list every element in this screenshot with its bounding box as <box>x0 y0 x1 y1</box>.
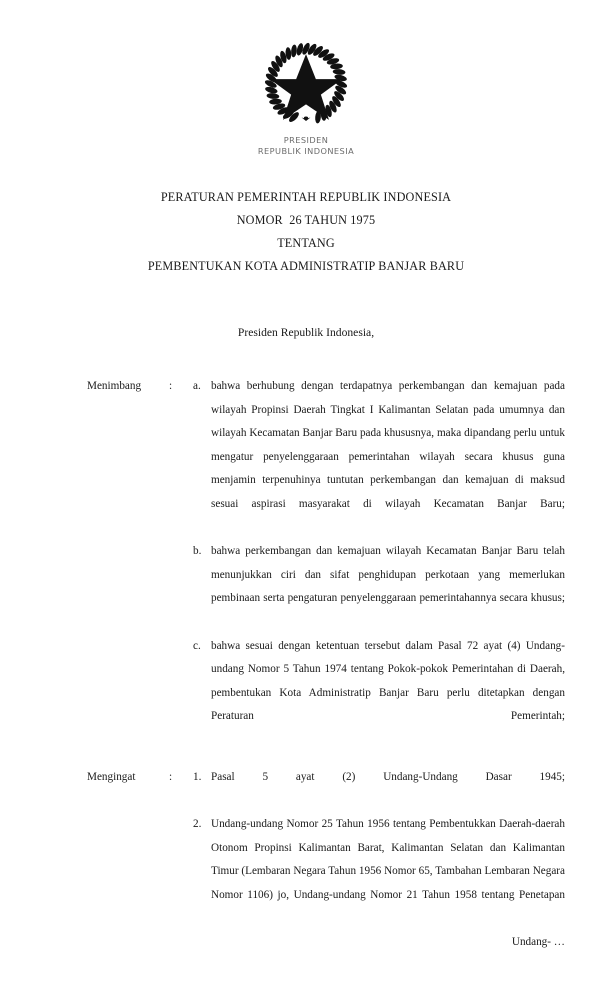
page-catchword: Undang- … <box>511 936 565 948</box>
clause-text: Pasal 5 ayat (2) Undang-Undang Dasar 1945; <box>211 771 565 783</box>
clause-marker: 1. <box>193 771 202 783</box>
clause-text: bahwa perkembangan dan kemajuan wilayah Kecamatan Banjar Baru telah menunjukkan ciri dan sifat penghidupan perkotaan yang memerlukan pembinaan serta pengaturan penyelenggaraan pemerintahannya secara khusus; <box>211 545 565 605</box>
emblem-caption <box>0 135 612 156</box>
mengingat-colon: : <box>169 771 173 783</box>
clause-row <box>0 635 612 753</box>
clause-marker: a. <box>193 380 201 392</box>
clause-marker: 2. <box>193 818 202 831</box>
clause-row <box>0 813 612 931</box>
clause-text: bahwa berhubung dengan terdapatnya perkembangan dan kemajuan pada wilayah Propinsi Daerah Tingkat I Kalimantan Selatan pada umumnya dan wilayah Kecamatan Banjar Baru pada khususnya, maka dipandang perlu untuk mengatur penyelenggaraan pemerintahan wilayah secara khusus guna menjamin terpenuhinya tuntutan perkembangan dan kemajuan di maksud sesuai aspirasi masyarakat di wilayah Kecamatan Banjar Baru; <box>211 380 565 510</box>
mengingat-section <box>0 766 612 931</box>
title-line-subject: PEMBENTUKAN KOTA ADMINISTRATIP BANJAR BARU <box>147 259 465 273</box>
clause-marker: c. <box>193 639 201 652</box>
title-line-number: NOMOR 26 TAHUN 1975 <box>236 213 376 227</box>
menimbang-colon: : <box>169 380 173 392</box>
clause-row <box>0 766 612 813</box>
menimbang-label: Menimbang <box>87 380 142 392</box>
emblem-caption-line-2: REPUBLIK INDONESIA <box>257 145 355 156</box>
clause-marker: b. <box>193 545 202 558</box>
clause-text: bahwa sesuai dengan ketentuan tersebut dalam Pasal 72 ayat (4) Undang-undang Nomor 5 Tahun 1974 tentang Pokok-pokok Pemerintahan di Daerah, pembentukan Kota Administratip Banjar Baru perlu ditetapkan dengan Peraturan Pemerintah; <box>211 639 565 723</box>
document-title-block <box>0 186 612 278</box>
title-line-tentang: TENTANG <box>277 236 335 250</box>
emblem-caption-line-1: PRESIDEN <box>283 135 329 145</box>
clause-row <box>0 375 612 540</box>
mengingat-label: Mengingat <box>87 771 136 783</box>
presidential-emblem-block <box>0 40 612 156</box>
opening-authority-line: Presiden Republik Indonesia, <box>237 326 375 339</box>
menimbang-section <box>0 375 612 753</box>
garuda-star-wreath-emblem-icon <box>262 40 350 128</box>
title-line-regulation-name: PERATURAN PEMERINTAH REPUBLIK INDONESIA <box>160 190 452 204</box>
clause-text: Undang-undang Nomor 25 Tahun 1956 tentang Pembentukkan Daerah-daerah Otonom Propinsi Kalimantan Barat, Kalimantan Selatan dan Kalimantan Timur (Lembaran Negara Tahun 1956 Nomor 65, Tambahan Lembaran Negara Nomor 1106) jo, Undang-undang Nomor 21 Tahun 1958 tentang Penetapan <box>211 818 565 901</box>
clause-row <box>0 540 612 634</box>
